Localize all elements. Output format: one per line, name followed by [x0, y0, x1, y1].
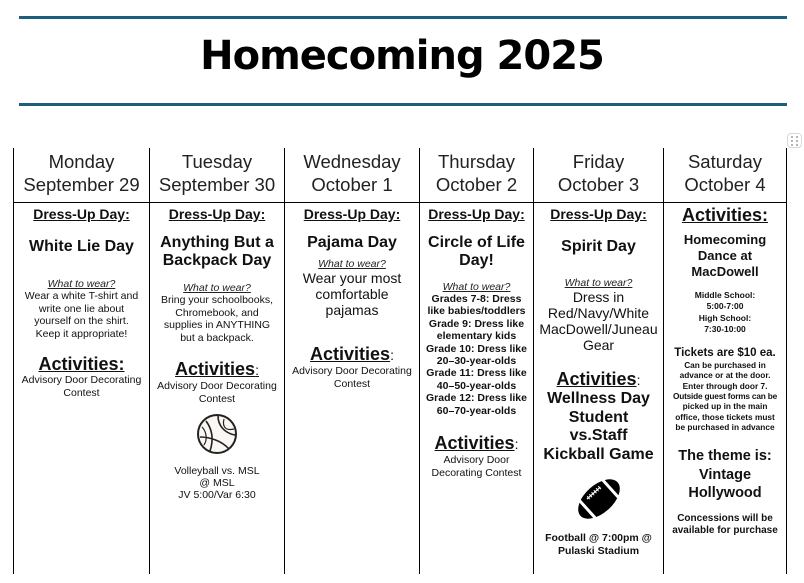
activities-label: Activities: [38, 354, 125, 374]
activity-line: Advisory Door [443, 454, 510, 467]
theme-line: Hollywood [688, 485, 762, 502]
dressup-theme: Spirit Day [561, 238, 636, 255]
activities-heading [288, 344, 416, 365]
tickets-line: Can be purchased in [684, 360, 766, 371]
wear-line: 20–30-year-olds [436, 355, 517, 368]
dressup-label: Dress-Up Day: [550, 206, 647, 222]
theme-line: Anything But a [160, 234, 274, 251]
event-line: Pulaski Stadium [557, 545, 640, 557]
event-line: JV 5:00/Var 6:30 [178, 489, 256, 501]
activities-colon: : [255, 362, 259, 378]
volleyball-icon [196, 413, 238, 455]
activity-line: Contest [198, 392, 236, 405]
event-line: Football @ 7:00pm @ [545, 532, 652, 544]
what-to-wear-label: What to wear? [47, 278, 116, 290]
event-title-line: Homecoming [683, 232, 767, 247]
event-description [537, 532, 660, 558]
activity-line: Contest [333, 377, 371, 390]
wear-description [17, 290, 146, 340]
dressup-label: Dress-Up Day: [168, 206, 266, 222]
wear-description [423, 293, 530, 417]
day-date: October 3 [557, 174, 640, 195]
time-line: Middle School: [694, 290, 756, 300]
day-header [534, 148, 663, 203]
tickets-details [667, 360, 783, 432]
day-date: September 29 [23, 174, 140, 195]
tickets-line: Enter through door 7. [682, 380, 768, 391]
day-date: October 1 [311, 174, 393, 195]
theme-line: The theme is: [678, 448, 772, 465]
day-name: Saturday [687, 151, 763, 172]
tickets-line: office, those tickets must [675, 411, 775, 422]
activities-colon: : [390, 347, 394, 363]
time-line: 5:00-7:00 [706, 301, 744, 312]
dressup-label: Dress-Up Day: [303, 206, 401, 222]
activities-description [423, 454, 530, 479]
wear-line: Bring your schoolbooks, [160, 294, 274, 306]
wear-line: like babies/toddlers [427, 305, 526, 318]
theme-line: Day! [459, 252, 494, 269]
activity-line: Advisory Door Decorating [292, 365, 412, 377]
day-column-thursday [419, 148, 533, 574]
day-date: September 30 [158, 174, 276, 195]
day-date: October 4 [684, 174, 766, 195]
activities-label: Activities [310, 344, 391, 364]
day-column-wednesday [284, 148, 419, 574]
day-date: October 2 [435, 174, 518, 195]
day-column-friday [533, 148, 663, 574]
day-column-saturday [663, 148, 787, 574]
activity-line: Kickball Game [543, 445, 654, 463]
time-line: 7:30-10:00 [704, 323, 746, 334]
time-line: High School: [698, 312, 752, 323]
table-drag-handle-icon[interactable] [787, 133, 802, 148]
wear-line: Grade 12: Dress like [426, 392, 527, 405]
event-description [153, 465, 281, 501]
tickets-line: be purchased in advance [675, 421, 775, 432]
dressup-theme [153, 234, 281, 270]
wear-line: pajamas [325, 302, 379, 318]
event-title [667, 232, 783, 280]
activity-line: Advisory Door Decorating [21, 374, 142, 386]
tickets-line: advance or at the door. [679, 370, 771, 381]
event-title-line: Dance at [697, 248, 753, 263]
activities-label: Activities [556, 369, 637, 389]
what-to-wear-label: What to wear? [318, 258, 386, 270]
wear-line: Wear a white T-shirt and [24, 290, 139, 302]
day-name: Thursday [437, 151, 516, 172]
tickets-line: picked up in the main [682, 401, 768, 412]
activities-description [153, 380, 281, 405]
dressup-label: Dress-Up Day: [428, 206, 525, 222]
wear-description [153, 294, 281, 344]
day-column-monday [13, 148, 149, 574]
activities-description [288, 365, 416, 390]
activities-heading: Activities: [681, 205, 769, 225]
tickets-heading: Tickets are $10 ea. [674, 347, 776, 360]
concessions-note [667, 513, 783, 538]
dressup-theme [423, 234, 530, 270]
event-line: Volleyball vs. MSL [174, 465, 260, 477]
wear-line: 40–50-year-olds [436, 379, 517, 392]
what-to-wear-label: What to wear? [442, 281, 511, 293]
day-column-tuesday [149, 148, 284, 574]
day-name: Friday [572, 151, 625, 172]
wear-line: Grade 11: Dress like [426, 367, 527, 380]
day-header [285, 148, 419, 203]
activities-heading [423, 433, 530, 454]
dressup-theme: Pajama Day [307, 234, 397, 251]
activities-heading [153, 359, 281, 380]
theme-line: Vintage [698, 466, 752, 483]
wear-line: write one lie about [38, 302, 125, 315]
activity-line: vs.Staff [569, 427, 628, 444]
event-line: @ MSL [199, 477, 235, 489]
activities-label: Activities [175, 359, 256, 379]
wear-line: Wear your most [302, 270, 402, 286]
day-header [664, 148, 786, 203]
activity-line: Decorating Contest [431, 466, 522, 479]
what-to-wear-label: What to wear? [183, 282, 251, 294]
activity-line: Student [568, 408, 629, 426]
concessions-line: available for purchase [672, 525, 778, 537]
wear-line: MacDowell/Juneau [539, 321, 658, 337]
activities-label: Activities [434, 433, 515, 454]
theme-line: Circle of Life [428, 234, 525, 251]
wear-line: comfortable [315, 286, 389, 302]
dance-times [667, 290, 783, 335]
day-header [150, 148, 284, 203]
wear-line: yourself on the shirt. [34, 315, 129, 327]
wear-description [288, 270, 416, 318]
wear-line: 60–70-year-olds [436, 404, 517, 417]
wear-line: supplies in ANYTHING [163, 319, 271, 331]
day-name: Wednesday [303, 151, 401, 172]
wear-line: Grade 9: Dress like [428, 317, 525, 330]
concessions-line: Concessions will be [677, 512, 773, 524]
day-header [420, 148, 533, 203]
activities-description [537, 390, 660, 464]
wear-line: Grades 7-8: Dress [431, 293, 522, 305]
activities-colon: : [636, 372, 641, 388]
wear-line: elementary kids [436, 330, 517, 343]
day-name: Monday [48, 151, 115, 172]
activities-heading [537, 369, 660, 390]
wear-description [537, 289, 660, 353]
activities-heading [17, 354, 146, 374]
bottom-rule [19, 103, 787, 106]
day-header [14, 148, 149, 203]
theme-announcement [667, 447, 783, 503]
what-to-wear-label: What to wear? [564, 277, 633, 289]
wear-line: Chromebook, and [175, 306, 259, 319]
activity-line: Advisory Door Decorating [157, 380, 277, 392]
football-icon [574, 476, 624, 522]
tickets-line: Outside guest forms can be [672, 391, 778, 402]
wear-line: Dress in [572, 289, 625, 305]
wear-line: Red/Navy/White [547, 305, 650, 321]
wear-line: Gear [582, 337, 615, 353]
top-rule [19, 16, 787, 19]
wear-line: Grade 10: Dress like [426, 342, 527, 355]
event-title-line: MacDowell [691, 264, 759, 279]
activity-line: Wellness Day [547, 390, 650, 407]
day-name: Tuesday [181, 151, 253, 172]
activities-description [17, 374, 146, 399]
page-title: Homecoming 2025 [200, 33, 604, 79]
wear-line: Keep it appropriate! [35, 327, 128, 340]
activities-colon: : [514, 436, 519, 453]
theme-line: Backpack Day [162, 252, 272, 269]
wear-line: but a backpack. [180, 331, 254, 344]
activity-line: Contest [63, 386, 100, 399]
dressup-label: Dress-Up Day: [33, 206, 130, 222]
dressup-theme: White Lie Day [29, 238, 134, 255]
